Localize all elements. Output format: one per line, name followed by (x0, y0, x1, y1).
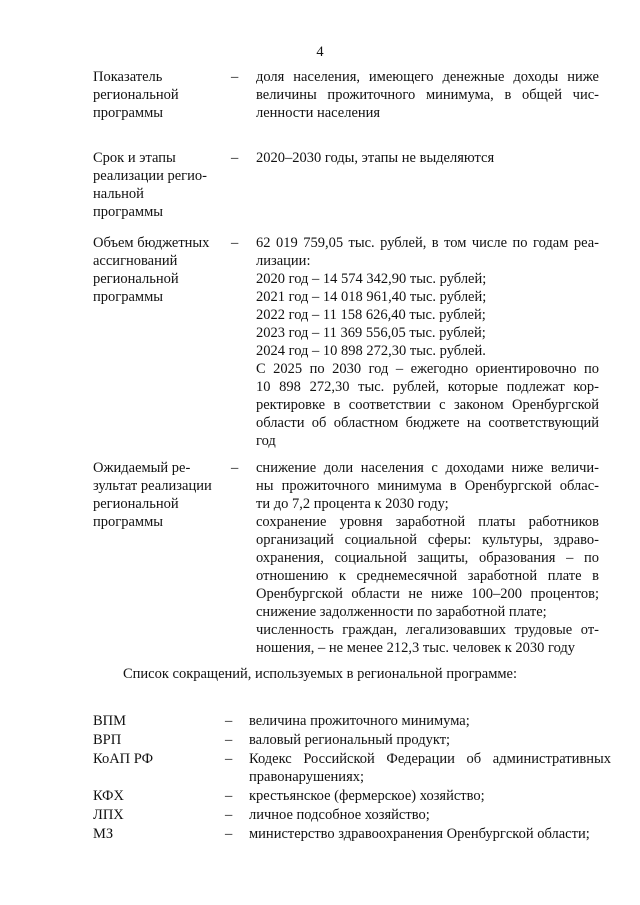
row-value: С 2025 по 2030 год – ежегодно ориентировочно по (256, 361, 599, 377)
row-value: лизации: (256, 253, 311, 269)
row-value: численность граждан, легализовавших трудовые от- (256, 622, 599, 638)
row-label: программы (93, 204, 163, 220)
abbreviation-definition: валовый региональный продукт; (249, 732, 451, 748)
abbreviation-dash: – (225, 751, 233, 767)
abbreviation-term: ВРП (93, 732, 122, 748)
row-value: 2023 год – 11 369 556,05 тыс. рублей; (256, 325, 486, 341)
abbreviation-definition: министерство здравоохранения Оренбургской области; (249, 826, 590, 842)
abbreviation-term: КоАП РФ (93, 751, 154, 767)
row-value: величины прожиточного минимума, в общей чис- (256, 87, 599, 103)
row-value: ны прожиточного минимума в Оренбургской облас- (256, 478, 599, 494)
row-value: Оренбургской области не ниже 100–200 процентов; (256, 586, 599, 602)
row-value: 2021 год – 14 018 961,40 тыс. рублей; (256, 289, 487, 305)
row-value: организаций социальной сферы: культуры, здраво- (256, 532, 599, 548)
row-label: Ожидаемый ре- (93, 460, 191, 476)
row-value: 2020 год – 14 574 342,90 тыс. рублей; (256, 271, 487, 287)
row-value: доля населения, имеющего денежные доходы ниже (256, 69, 599, 85)
row-label: Объем бюджетных (93, 235, 210, 251)
abbreviation-term: МЗ (93, 826, 114, 842)
row-dash: – (231, 150, 239, 166)
abbreviation-dash: – (225, 732, 233, 748)
row-label: реализации регио- (93, 168, 207, 184)
row-label: региональной (93, 271, 179, 287)
row-value: 2020–2030 годы, этапы не выделяются (256, 150, 495, 166)
row-value: отношению к среднемесячной заработной плате в (256, 568, 599, 584)
row-value: год (256, 433, 276, 449)
row-dash: – (231, 235, 239, 251)
abbreviation-dash: – (225, 713, 233, 729)
abbreviation-term: ЛПХ (93, 807, 124, 823)
row-label: программы (93, 105, 163, 121)
row-value: снижение задолженности по заработной плате; (256, 604, 547, 620)
row-label: ассигнований (93, 253, 178, 269)
abbreviation-definition: крестьянское (фермерское) хозяйство; (249, 788, 485, 804)
row-dash: – (231, 460, 239, 476)
row-value: ленности населения (256, 105, 381, 121)
row-value: 62 019 759,05 тыс. рублей, в том числе по годам реа- (256, 235, 599, 251)
row-label: Показатель (93, 69, 163, 85)
abbreviation-dash: – (225, 788, 233, 804)
abbreviations-heading: Список сокращений, используемых в региональной программе: (122, 666, 518, 682)
row-value: 10 898 272,30 тыс. рублей, которые подлежат кор- (256, 379, 599, 395)
page-number: 4 (316, 44, 324, 60)
abbreviation-dash: – (225, 807, 233, 823)
row-value: 2022 год – 11 158 626,40 тыс. рублей; (256, 307, 486, 323)
abbreviation-term: ВПМ (93, 713, 127, 729)
row-value: 2024 год – 10 898 272,30 тыс. рублей. (256, 343, 486, 359)
row-value: ти до 7,2 процента к 2030 году; (256, 496, 449, 512)
abbreviation-term: КФХ (93, 788, 124, 804)
row-label: зультат реализации (93, 478, 212, 494)
row-label: нальной (93, 186, 144, 202)
row-value: ректировке в соответствии с законом Оренбургской (256, 397, 599, 413)
row-label: программы (93, 289, 163, 305)
row-value: снижение доли населения с доходами ниже величи- (256, 460, 599, 476)
row-value: области об областном бюджете на соответствующий (256, 415, 599, 431)
row-label: Срок и этапы (93, 150, 176, 166)
abbreviation-definition: правонарушениях; (249, 769, 365, 785)
abbreviation-definition: Кодекс Российской Федерации об административных (249, 751, 611, 767)
row-value: сохранение уровня заработной платы работников (256, 514, 599, 530)
abbreviation-dash: – (225, 826, 233, 842)
abbreviation-definition: личное подсобное хозяйство; (249, 807, 430, 823)
row-label: региональной (93, 496, 179, 512)
row-value: охранения, социальной защиты, образования – по (256, 550, 599, 566)
abbreviation-definition: величина прожиточного минимума; (249, 713, 470, 729)
row-label: программы (93, 514, 163, 530)
row-label: региональной (93, 87, 179, 103)
row-dash: – (231, 69, 239, 85)
row-value: ношения, – не менее 212,3 тыс. человек к 2030 году (256, 640, 576, 656)
